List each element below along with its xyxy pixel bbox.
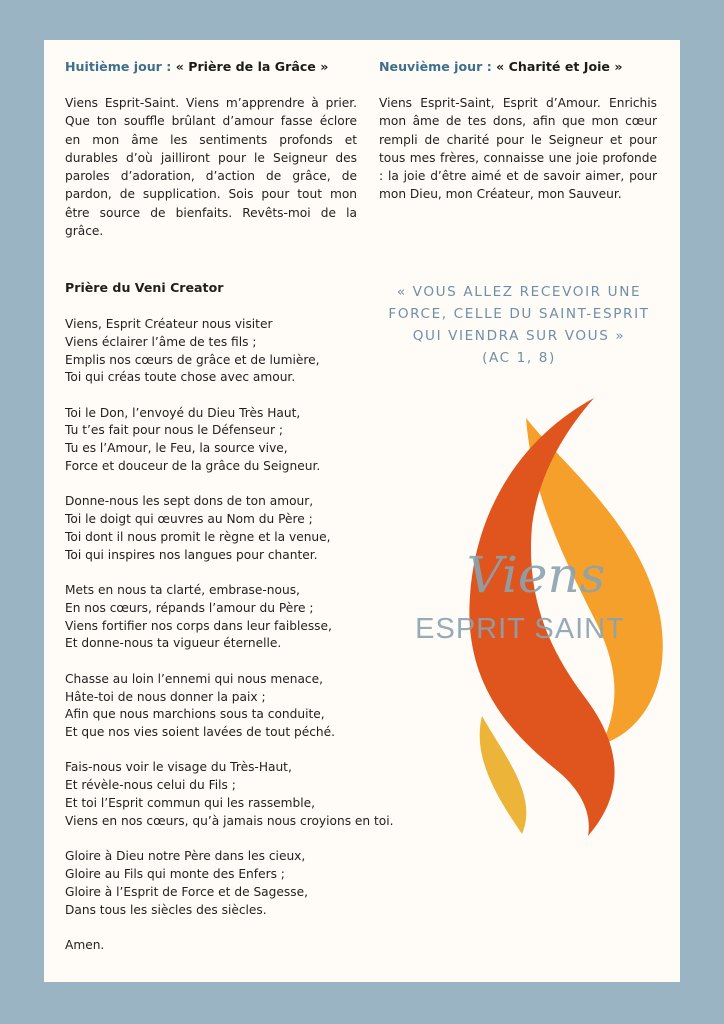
day8-title: « Prière de la Grâce » xyxy=(175,59,329,74)
veni-creator-poem xyxy=(65,316,445,972)
poem-line: Toi le doigt qui œuvres au Nom du Père ; xyxy=(65,512,313,527)
poem-line: Toi qui inspires nos langues pour chanter. xyxy=(65,547,318,562)
poem-stanza xyxy=(65,493,445,564)
day9-section xyxy=(379,58,657,204)
day8-heading xyxy=(65,58,357,76)
document-page xyxy=(44,40,680,982)
poem-line: Et donne-nous ta vigueur éternelle. xyxy=(65,636,282,651)
day9-text: Viens Esprit-Saint, Esprit d’Amour. Enrichis mon âme de tes dons, afin que mon cœur rempli de charité pour le Seigneur et pour tous mes frères, connaisse une joie profonde : la joie d’être aimé et de savoir aimer, pour mon Dieu, mon Créateur, mon Sauveur. xyxy=(379,96,657,202)
poem-line: Viens en nos cœurs, qu’à jamais nous croyions en toi. xyxy=(65,813,394,828)
poem-line: En nos cœurs, répands l’amour du Père ; xyxy=(65,600,314,615)
poem-line: Dans tous les siècles des siècles. xyxy=(65,902,267,917)
poem-line: Viens, Esprit Créateur nous visiter xyxy=(65,317,273,331)
poem-line: Emplis nos cœurs de grâce et de lumière, xyxy=(65,352,320,367)
poem-line: Force et douceur de la grâce du Seigneur. xyxy=(65,459,321,474)
poem-line: Toi le Don, l’envoyé du Dieu Très Haut, xyxy=(65,405,301,420)
scripture-quote xyxy=(369,281,669,369)
quote-line: QUI VIENDRA SUR VOUS » xyxy=(412,328,626,344)
poem-line: Fais-nous voir le visage du Très-Haut, xyxy=(65,760,292,775)
veni-creator-title: Prière du Veni Creator xyxy=(65,280,224,295)
day9-heading xyxy=(379,58,657,76)
poem-stanza xyxy=(65,405,445,476)
poem-line: Et révèle-nous celui du Fils ; xyxy=(65,778,236,793)
poem-stanza xyxy=(65,848,445,919)
poem-line: Mets en nous ta clarté, embrase-nous, xyxy=(65,583,300,598)
poem-stanza xyxy=(65,671,445,742)
day8-label: Huitième jour : xyxy=(65,59,176,74)
poem-stanza xyxy=(65,759,445,830)
poem-line: Amen. xyxy=(65,937,105,952)
poem-stanza xyxy=(65,582,445,653)
poem-line: Gloire à l’Esprit de Force et de Sagesse, xyxy=(65,884,308,899)
poem-line: Viens éclairer l’âme de tes fils ; xyxy=(65,334,257,349)
quote-line: « VOUS ALLEZ RECEVOIR UNE xyxy=(396,284,642,300)
poem-line: Gloire au Fils qui monte des Enfers ; xyxy=(65,866,285,881)
poem-line: Et toi l’Esprit commun qui les rassemble, xyxy=(65,796,316,811)
poem-line: Et que nos vies soient lavées de tout péché. xyxy=(65,725,336,740)
poem-line: Toi dont il nous promit le règne et la venue, xyxy=(65,529,331,544)
day9-title: « Charité et Joie » xyxy=(496,59,623,74)
poem-line: Donne-nous les sept dons de ton amour, xyxy=(65,494,314,509)
poem-line: Tu t’es fait pour nous le Défenseur ; xyxy=(65,423,284,438)
poem-line: Viens fortifier nos corps dans leur faiblesse, xyxy=(65,618,332,633)
logo-script-text: Viens xyxy=(466,546,606,604)
poem-line: Hâte-toi de nous donner la paix ; xyxy=(65,689,266,704)
poem-line: Tu es l’Amour, le Feu, la source vive, xyxy=(65,441,288,456)
day8-text: Viens Esprit-Saint. Viens m’apprendre à prier. Que ton souffle brûlant d’amour fasse éclore en mon âme les sentiments profonds et durables d’où jailliront pour le Seigneur des paroles d’adoration, d’action de grâce, de pardon, de supplication. Sois pour tout mon être source de bienfaits. Revêts-moi de la grâce. xyxy=(65,96,357,239)
poem-line: Afin que nous marchions sous ta conduite, xyxy=(65,707,325,722)
poem-stanza xyxy=(65,937,445,955)
quote-line: FORCE, CELLE DU SAINT-ESPRIT xyxy=(388,306,650,322)
day9-label: Neuvième jour : xyxy=(379,59,497,74)
poem-line: Gloire à Dieu notre Père dans les cieux, xyxy=(65,849,306,864)
poem-line: Toi qui créas toute chose avec amour. xyxy=(65,370,296,385)
quote-reference: (AC 1, 8) xyxy=(482,350,556,366)
day8-section xyxy=(65,58,357,240)
poem-line: Chasse au loin l’ennemi qui nous menace, xyxy=(65,671,323,686)
holy-spirit-flame-logo xyxy=(414,396,664,836)
logo-caps-text: ESPRIT SAINT xyxy=(415,613,625,645)
